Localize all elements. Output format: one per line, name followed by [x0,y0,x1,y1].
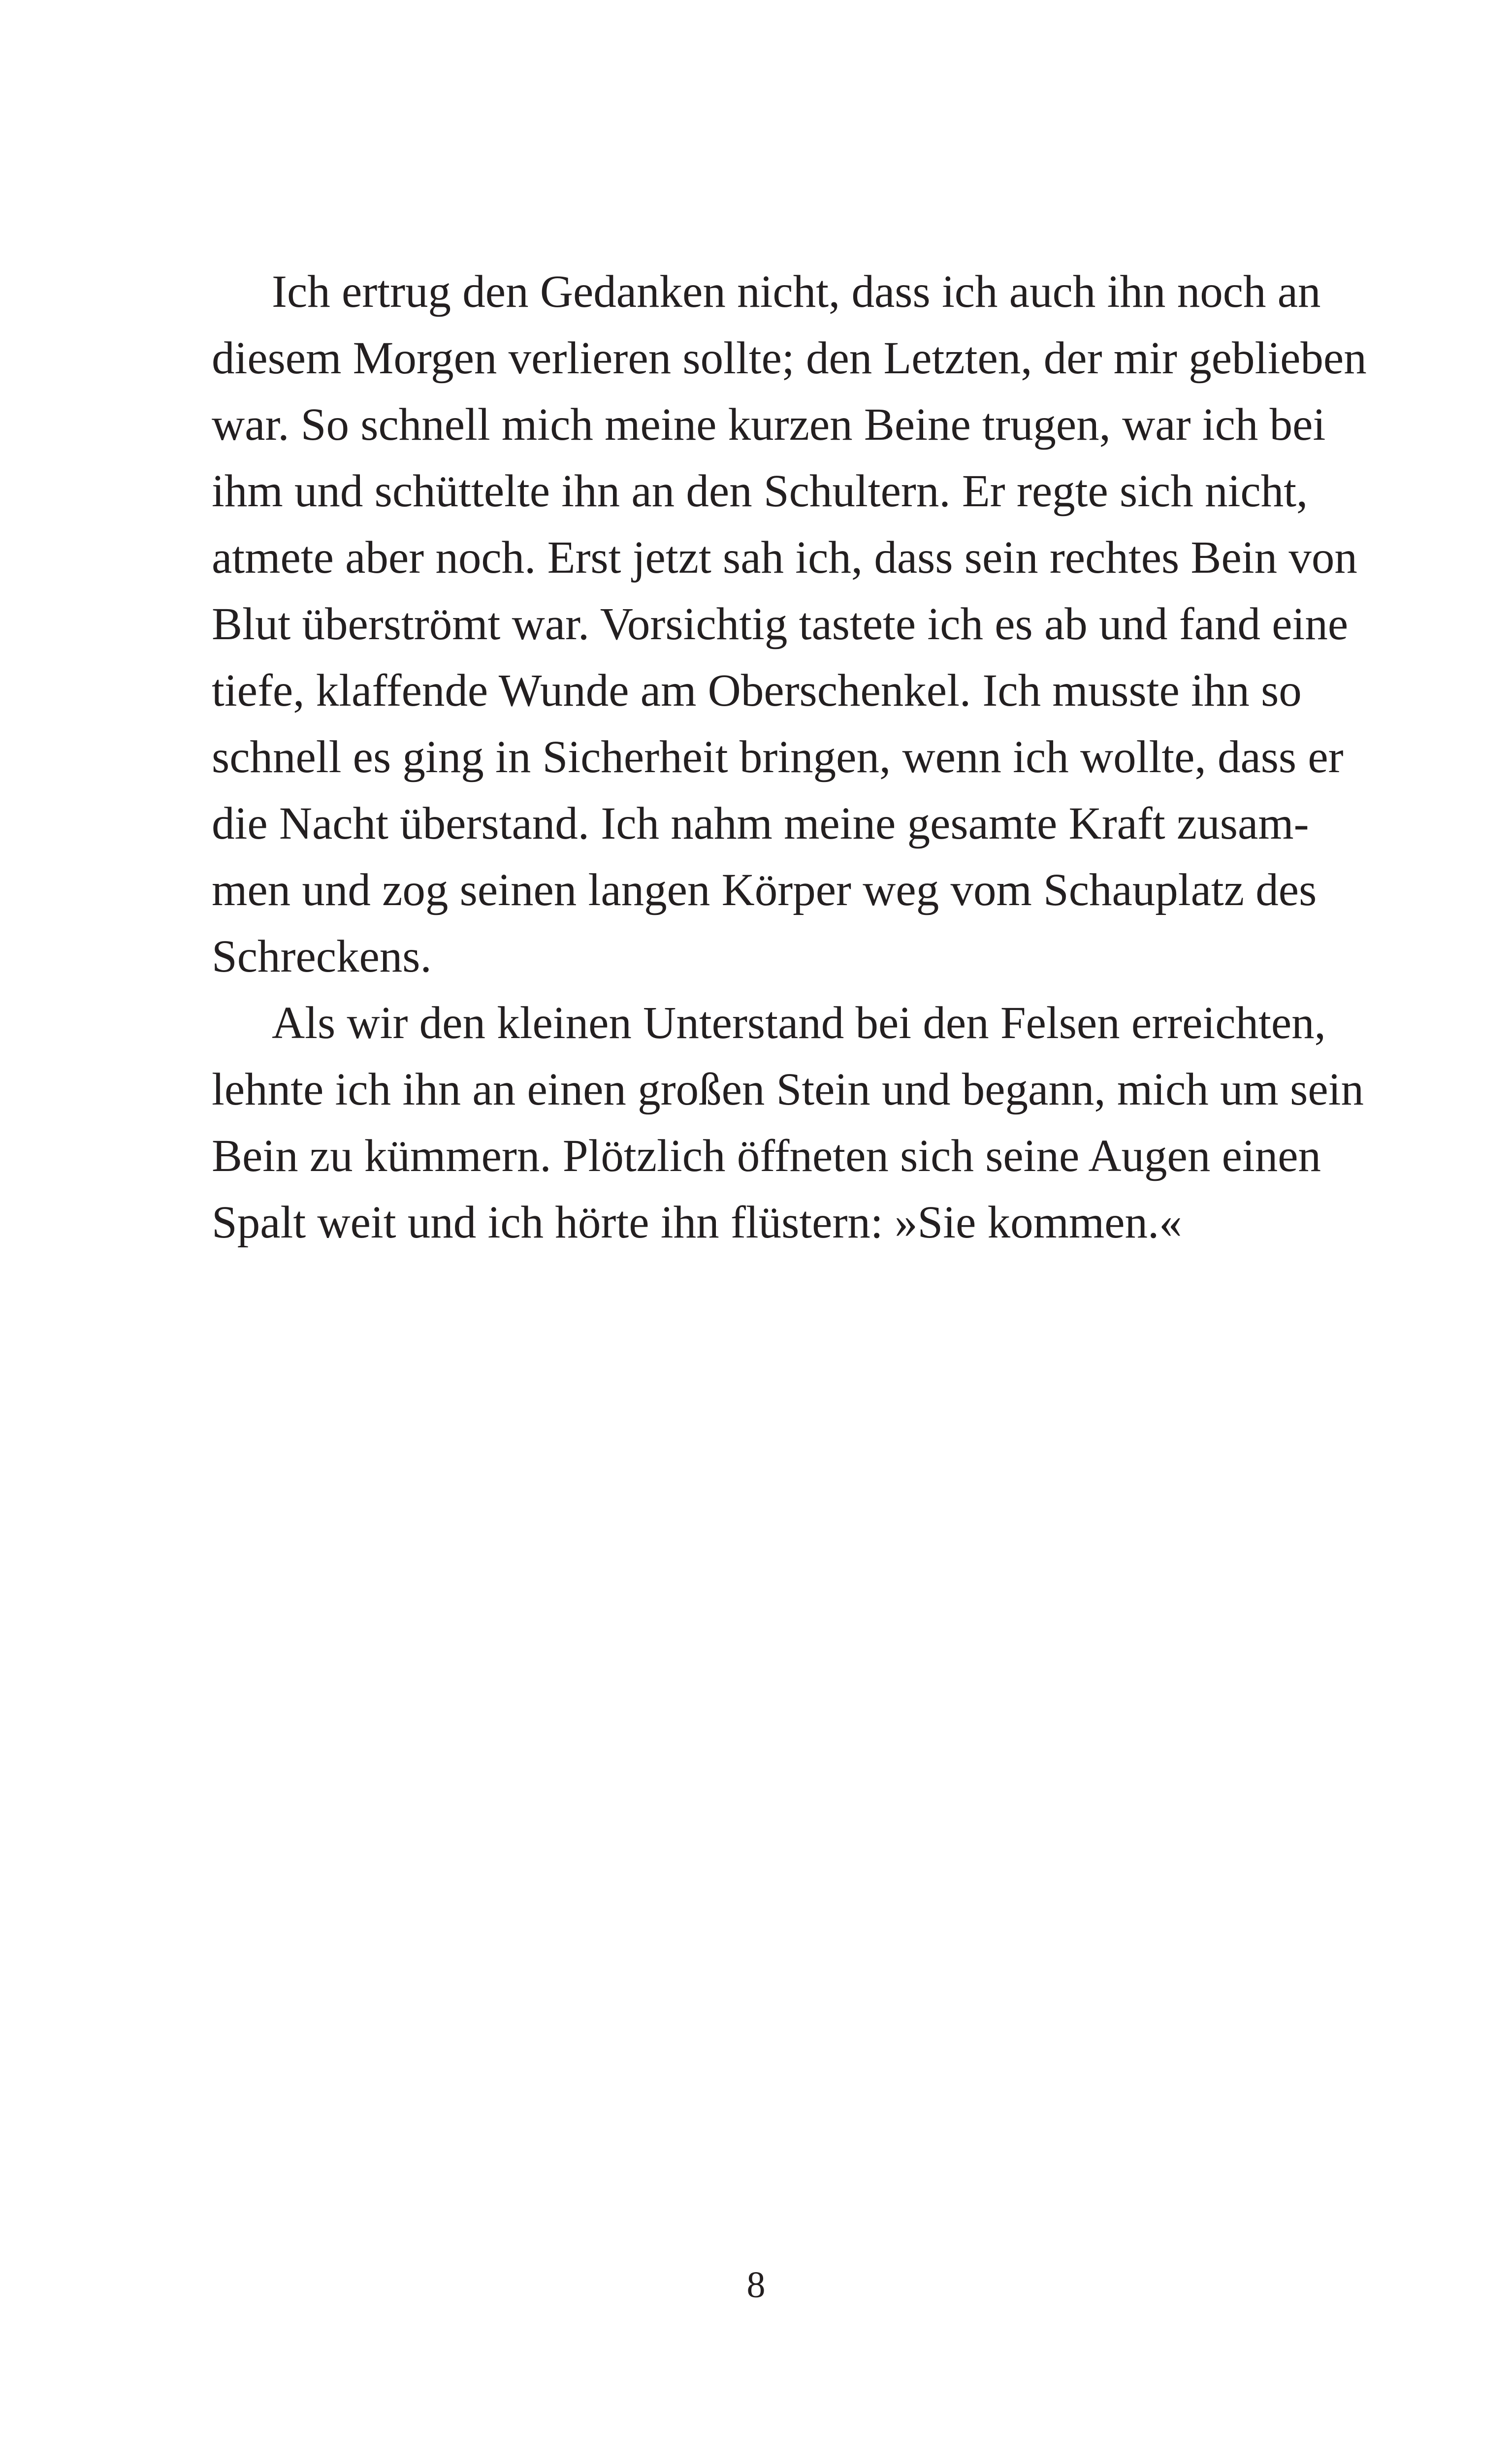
text-line: tiefe, klaffende Wunde am Oberschenkel. Ich musste ihn so [212,665,1302,716]
text-line: war. So schnell mich meine kurzen Beine trugen, war ich bei [212,399,1326,450]
page-number: 8 [746,2264,766,2306]
text-line: Als wir den kleinen Unterstand bei den Felsen erreichten, [272,998,1326,1048]
text-line: die Nacht überstand. Ich nahm meine gesamte Kraft zusam- [212,798,1309,849]
text-line: Spalt weit und ich hörte ihn flüstern: »Sie kommen.« [212,1197,1182,1248]
text-line: Ich ertrug den Gedanken nicht, dass ich auch ihn noch an [272,266,1321,317]
text-line: Blut überströmt war. Vorsichtig tastete ich es ab und fand eine [212,599,1349,650]
body-text [212,259,1367,1256]
text-line: atmete aber noch. Erst jetzt sah ich, dass sein rechtes Bein von [212,532,1357,583]
text-line: ihm und schüttelte ihn an den Schultern. Er regte sich nicht, [212,466,1308,517]
text-line: Bein zu kümmern. Plötzlich öffneten sich seine Augen einen [212,1131,1321,1181]
text-line: diesem Morgen verlieren sollte; den Letzten, der mir geblieben [212,333,1367,384]
text-line: schnell es ging in Sicherheit bringen, wenn ich wollte, dass er [212,732,1344,782]
text-line: men und zog seinen langen Körper weg vom Schauplatz des [212,865,1317,915]
text-line: lehnte ich ihn an einen großen Stein und begann, mich um sein [212,1064,1364,1115]
text-line: Schreckens. [212,931,432,982]
